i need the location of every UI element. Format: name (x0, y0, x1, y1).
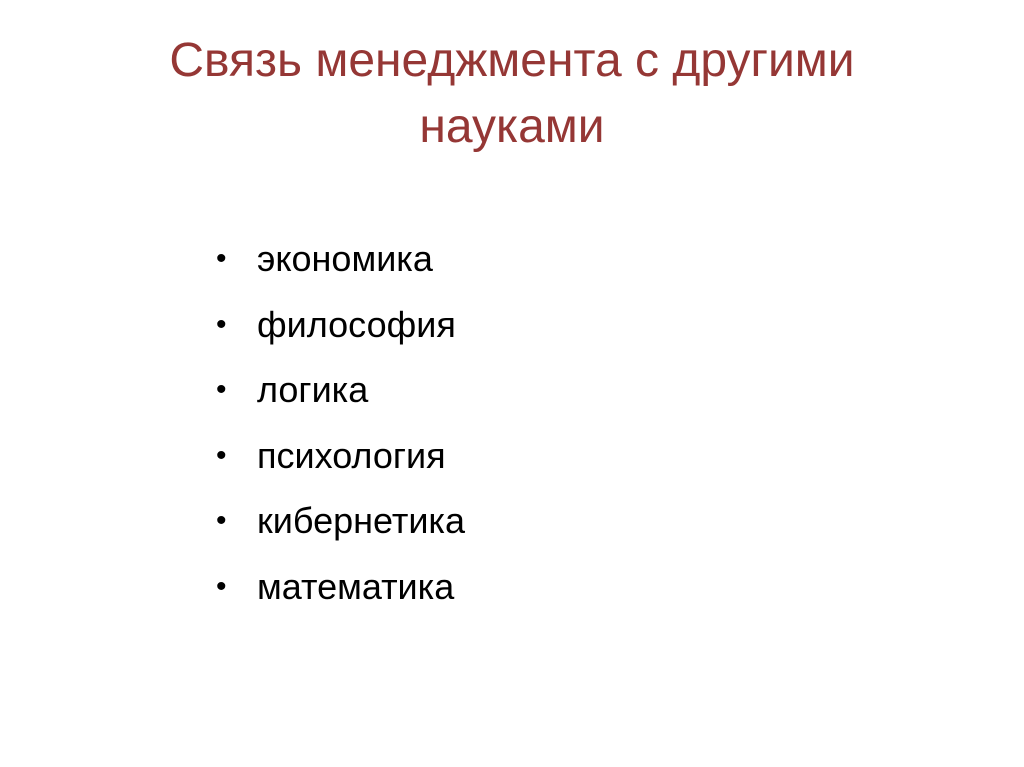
list-item-label: логика (257, 369, 369, 410)
bullet-icon: • (216, 373, 227, 406)
slide-title-line-2: науками (419, 100, 605, 153)
list-item (216, 488, 465, 554)
list-item (216, 226, 465, 292)
list-item-label: математика (257, 565, 455, 607)
list-item-label: философия (257, 303, 456, 345)
bullet-icon: • (216, 504, 227, 537)
list-item-label: кибернетика (257, 500, 465, 541)
bullet-icon: • (216, 569, 227, 603)
list-item (216, 357, 465, 423)
slide-title (80, 28, 944, 160)
slide-title-line-1: Связь менеджмента с другими (169, 34, 855, 87)
bullet-icon: • (216, 438, 227, 472)
list-item (216, 554, 465, 620)
bullet-list (216, 226, 465, 619)
list-item (216, 292, 465, 358)
bullet-icon: • (216, 242, 227, 275)
list-item-label: экономика (257, 238, 433, 279)
list-item-label: психология (257, 434, 446, 476)
list-item (216, 423, 465, 489)
bullet-icon: • (216, 307, 227, 341)
